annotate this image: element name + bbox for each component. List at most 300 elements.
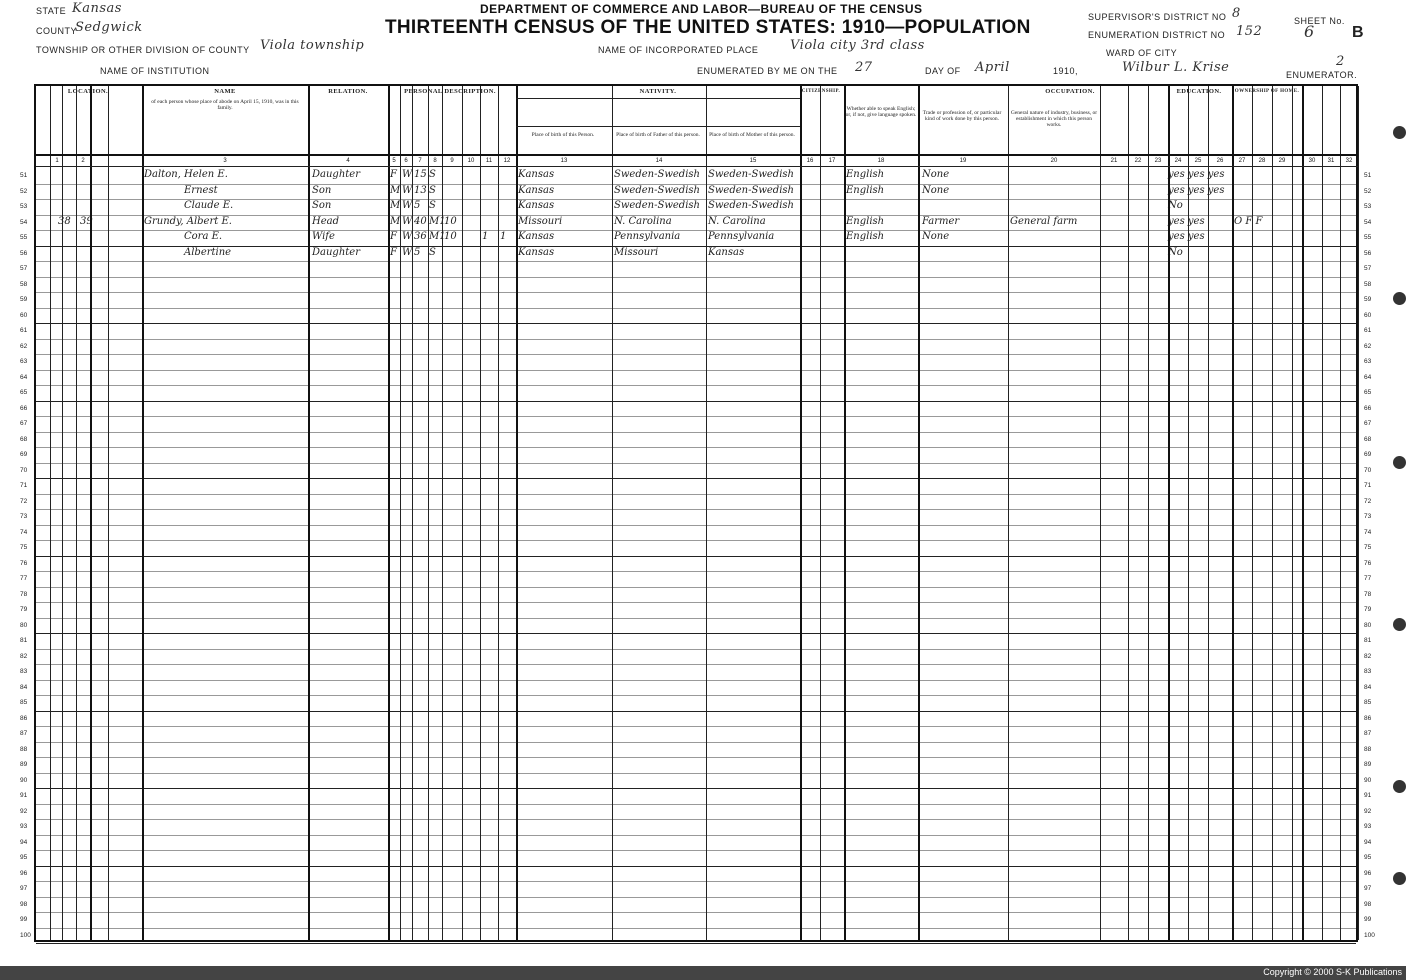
- column-divider: [516, 86, 518, 940]
- record-age: 36: [414, 231, 427, 242]
- row-number-right: 84: [1364, 683, 1372, 691]
- row-rule: [36, 370, 1356, 371]
- row-rule: [36, 478, 1356, 479]
- row-number-right: 76: [1364, 559, 1372, 567]
- column-divider: [800, 86, 802, 940]
- column-divider: [1302, 86, 1304, 940]
- row-number-right: 57: [1364, 265, 1372, 272]
- record-name: Cora E.: [184, 231, 223, 242]
- record-mother-birth: Sweden-Swedish: [708, 200, 794, 211]
- citizenship-heading: CITIZENSHIP.: [801, 89, 841, 94]
- record-trade: None: [922, 231, 950, 242]
- record-education: yes yes: [1168, 215, 1205, 227]
- row-number-right: 67: [1364, 420, 1372, 427]
- column-divider: [1292, 86, 1293, 940]
- column-number: 15: [749, 158, 757, 164]
- column-divider: [820, 86, 821, 940]
- column-number: 4: [346, 158, 350, 164]
- row-rule: [36, 416, 1356, 417]
- row-number-right: 85: [1364, 699, 1372, 706]
- header-rule: [36, 154, 1358, 156]
- row-number-right: 99: [1364, 916, 1372, 923]
- row-number-left: 69: [20, 451, 28, 458]
- day-of-label: DAY OF: [925, 66, 961, 76]
- column-number: 18: [877, 158, 885, 164]
- record-father-birth: Missouri: [614, 246, 659, 258]
- record-name: Claude E.: [184, 200, 234, 211]
- record-marital: S: [429, 184, 436, 196]
- row-rule: [36, 385, 1356, 386]
- column-divider: [1168, 86, 1170, 940]
- row-number-right: 92: [1364, 807, 1372, 815]
- row-number-right: 74: [1364, 528, 1372, 536]
- column-divider: [76, 86, 77, 940]
- row-number-right: 79: [1364, 606, 1372, 613]
- row-rule: [36, 804, 1356, 805]
- row-rule: [36, 602, 1356, 603]
- place-mother-heading: Place of birth of Mother of this person.: [709, 132, 795, 138]
- row-rule: [36, 819, 1356, 820]
- row-number-left: 56: [20, 249, 28, 257]
- row-number-right: 70: [1364, 466, 1372, 474]
- row-rule: [36, 633, 1356, 634]
- column-number: 3: [223, 158, 227, 164]
- column-number: 12: [503, 158, 511, 164]
- column-number: 1: [55, 158, 59, 164]
- row-number-right: 80: [1364, 621, 1372, 629]
- column-divider: [412, 86, 413, 940]
- record-marital: S: [429, 246, 436, 258]
- column-divider: [480, 86, 481, 940]
- row-number-right: 73: [1364, 513, 1372, 520]
- personal-heading: PERSONAL DESCRIPTION.: [404, 88, 496, 95]
- record-birth: Kansas: [518, 200, 555, 211]
- record-trade: None: [922, 169, 950, 180]
- binder-hole: [1393, 618, 1406, 631]
- row-number-right: 97: [1364, 885, 1372, 892]
- record-relation: Wife: [312, 231, 335, 242]
- column-number: 10: [467, 158, 475, 164]
- supervisor-label: SUPERVISOR'S DISTRICT NO: [1088, 12, 1227, 22]
- row-number-left: 83: [20, 668, 28, 675]
- row-rule: [36, 308, 1356, 309]
- row-rule: [36, 912, 1356, 913]
- trade-heading: Trade or profession of, or particular kind of work done by this person.: [922, 110, 1002, 122]
- row-number-right: 86: [1364, 714, 1372, 722]
- row-number-right: 55: [1364, 234, 1372, 241]
- record-father-birth: Sweden-Swedish: [614, 169, 700, 180]
- row-number-left: 95: [20, 854, 28, 861]
- row-number-left: 62: [20, 342, 28, 350]
- row-number-left: 100: [20, 931, 31, 939]
- record-ownership: O F F: [1234, 215, 1263, 227]
- column-number: 23: [1154, 158, 1162, 164]
- record-language: English: [846, 215, 885, 227]
- row-number-right: 60: [1364, 311, 1372, 319]
- county-label: COUNTY: [36, 26, 77, 36]
- row-rule: [36, 494, 1356, 495]
- occupation-heading: OCCUPATION.: [1045, 88, 1095, 95]
- row-number-right: 90: [1364, 776, 1372, 784]
- row-number-right: 66: [1364, 404, 1372, 412]
- record-relation: Daughter: [312, 246, 360, 258]
- column-number: 14: [655, 158, 663, 164]
- row-number-left: 79: [20, 606, 28, 613]
- footer-bar: [0, 966, 1406, 980]
- record-education: yes yes yes: [1168, 169, 1225, 180]
- industry-heading: General nature of industry, business, or establishment in which this person works.: [1010, 110, 1098, 128]
- row-number-right: 96: [1364, 869, 1372, 877]
- record-marital: S: [429, 200, 436, 211]
- row-number-left: 74: [20, 528, 28, 536]
- row-number-right: 71: [1364, 482, 1372, 489]
- row-number-left: 84: [20, 683, 28, 691]
- row-number-right: 83: [1364, 668, 1372, 675]
- row-rule: [36, 261, 1356, 262]
- record-name: Dalton, Helen E.: [144, 169, 228, 180]
- row-number-right: 78: [1364, 590, 1372, 598]
- record-father-birth: Sweden-Swedish: [614, 200, 700, 211]
- record-father-birth: Sweden-Swedish: [614, 184, 700, 196]
- row-number-left: 57: [20, 265, 28, 272]
- sheet-extra: 2: [1336, 54, 1345, 69]
- column-divider: [706, 86, 707, 940]
- record-sex: F: [390, 246, 397, 258]
- row-number-left: 78: [20, 590, 28, 598]
- row-rule: [36, 711, 1356, 712]
- column-divider: [1208, 86, 1209, 940]
- sheet-value: 6: [1304, 22, 1315, 41]
- record-sex: F: [390, 231, 397, 242]
- row-number-right: 75: [1364, 544, 1372, 551]
- row-number-left: 58: [20, 280, 28, 288]
- enumerated-label: ENUMERATED BY ME ON THE: [697, 66, 838, 76]
- row-rule: [36, 571, 1356, 572]
- row-rule: [36, 773, 1356, 774]
- row-rule: [36, 742, 1356, 743]
- column-divider: [1358, 86, 1359, 940]
- row-number-right: 63: [1364, 358, 1372, 365]
- column-divider: [1188, 86, 1189, 940]
- row-number-left: 51: [20, 172, 28, 179]
- record-education: No: [1168, 246, 1183, 258]
- ownership-heading: OWNERSHIP OF HOME.: [1234, 89, 1300, 94]
- record-name: Albertine: [184, 246, 232, 258]
- education-heading: EDUCATION.: [1176, 88, 1222, 95]
- binder-hole: [1393, 292, 1406, 305]
- row-number-left: 81: [20, 637, 28, 644]
- record-name: Ernest: [184, 184, 218, 196]
- row-number-left: 94: [20, 838, 28, 846]
- column-number: 27: [1238, 158, 1246, 164]
- language-heading: Whether able to speak English; or, if not, give language spoken.: [845, 106, 917, 118]
- row-number-left: 67: [20, 420, 28, 427]
- record-mother-birth: Pennsylvania: [708, 231, 775, 242]
- row-rule: [36, 556, 1356, 557]
- record-name: Grundy, Albert E.: [144, 215, 232, 227]
- column-divider: [308, 86, 310, 940]
- column-number: 6: [404, 158, 408, 164]
- enumerator-value: Wilbur L. Krise: [1122, 60, 1230, 75]
- column-divider: [498, 86, 499, 940]
- row-rule: [36, 866, 1356, 867]
- record-mother-birth: Sweden-Swedish: [708, 169, 794, 180]
- record-birth: Kansas: [518, 246, 555, 258]
- row-number-left: 97: [20, 885, 28, 892]
- record-children-born: 1: [482, 231, 489, 242]
- row-number-left: 73: [20, 513, 28, 520]
- record-age: 40: [414, 215, 427, 227]
- record-marital: M1: [429, 215, 446, 227]
- column-divider: [62, 86, 63, 940]
- row-number-left: 75: [20, 544, 28, 551]
- row-number-right: 72: [1364, 497, 1372, 505]
- row-number-right: 69: [1364, 451, 1372, 458]
- column-number: 22: [1134, 158, 1142, 164]
- column-divider: [400, 86, 401, 940]
- column-number: 2: [81, 158, 85, 164]
- column-number: 19: [959, 158, 967, 164]
- column-divider: [428, 86, 429, 940]
- record-birth: Missouri: [518, 215, 563, 227]
- record-race: W: [402, 184, 413, 196]
- row-rule: [36, 432, 1356, 433]
- row-rule: [36, 881, 1356, 882]
- column-number: 8: [433, 158, 437, 164]
- column-divider: [1008, 86, 1009, 940]
- row-number-left: 63: [20, 358, 28, 365]
- row-number-right: 61: [1364, 327, 1372, 334]
- sheet-label: SHEET No.: [1294, 16, 1345, 26]
- record-birth: Kansas: [518, 184, 555, 196]
- column-divider: [1322, 86, 1323, 940]
- record-race: W: [402, 246, 413, 258]
- row-rule: [36, 695, 1356, 696]
- record-father-birth: N. Carolina: [614, 215, 672, 227]
- column-number: 7: [418, 158, 422, 164]
- place-value: Viola city 3rd class: [790, 38, 925, 53]
- record-education: No: [1168, 200, 1183, 211]
- row-number-left: 91: [20, 792, 28, 799]
- row-rule: [36, 664, 1356, 665]
- row-number-left: 92: [20, 807, 28, 815]
- column-divider: [442, 86, 443, 940]
- column-divider: [142, 86, 144, 940]
- column-divider: [1128, 86, 1129, 940]
- row-number-right: 98: [1364, 900, 1372, 908]
- column-divider: [918, 86, 920, 940]
- row-number-right: 95: [1364, 854, 1372, 861]
- row-rule: [36, 928, 1356, 929]
- supervisor-value: 8: [1232, 6, 1241, 21]
- nativity-heading: NATIVITY.: [639, 88, 677, 95]
- record-dwelling: 38: [58, 215, 71, 227]
- column-number: 16: [806, 158, 814, 164]
- row-number-left: 68: [20, 435, 28, 443]
- row-rule: [36, 447, 1356, 448]
- census-table: [20, 84, 1375, 942]
- row-number-left: 98: [20, 900, 28, 908]
- column-number: 26: [1216, 158, 1224, 164]
- record-yrs-married: 10: [444, 215, 457, 227]
- binder-hole: [1393, 872, 1406, 885]
- row-rule: [36, 339, 1356, 340]
- column-divider: [1340, 86, 1341, 940]
- record-birth: Kansas: [518, 231, 555, 242]
- record-yrs-married: 10: [444, 231, 457, 242]
- record-trade: Farmer: [922, 215, 960, 227]
- row-number-right: 87: [1364, 730, 1372, 737]
- header-rule: [36, 166, 1358, 167]
- row-rule: [36, 649, 1356, 650]
- row-rule: [36, 757, 1356, 758]
- ed-label: ENUMERATION DISTRICT NO: [1088, 30, 1226, 40]
- row-number-left: 52: [20, 187, 28, 195]
- row-number-right: 51: [1364, 172, 1372, 179]
- column-number: 31: [1327, 158, 1335, 164]
- column-number: 21: [1110, 158, 1118, 164]
- column-number: 17: [828, 158, 836, 164]
- record-mother-birth: N. Carolina: [708, 215, 766, 227]
- column-number: 28: [1258, 158, 1266, 164]
- place-person-heading: Place of birth of this Person.: [531, 132, 595, 138]
- record-relation: Son: [312, 184, 332, 196]
- record-marital: M1: [429, 231, 446, 242]
- enumerated-day: 27: [855, 60, 873, 75]
- row-number-right: 56: [1364, 249, 1372, 257]
- column-number: 11: [485, 158, 493, 164]
- record-race: W: [402, 231, 413, 242]
- row-number-left: 88: [20, 745, 28, 753]
- row-rule: [36, 540, 1356, 541]
- header-rule: [516, 98, 800, 99]
- row-number-left: 80: [20, 621, 28, 629]
- column-divider: [50, 86, 51, 940]
- row-rule: [36, 680, 1356, 681]
- column-divider: [108, 86, 109, 940]
- column-divider: [1148, 86, 1149, 940]
- row-rule: [36, 835, 1356, 836]
- row-number-left: 64: [20, 373, 28, 381]
- ward-label: WARD OF CITY: [1106, 48, 1178, 58]
- township-value: Viola township: [260, 38, 365, 53]
- record-race: W: [402, 200, 413, 211]
- row-rule: [36, 587, 1356, 588]
- row-number-right: 58: [1364, 280, 1372, 288]
- row-number-right: 59: [1364, 296, 1372, 303]
- column-divider: [1272, 86, 1273, 940]
- row-rule: [36, 354, 1356, 355]
- header-rule: [516, 126, 800, 127]
- row-number-right: 65: [1364, 389, 1372, 396]
- row-number-right: 100: [1364, 931, 1375, 939]
- row-number-left: 60: [20, 311, 28, 319]
- record-language: English: [846, 231, 885, 242]
- record-age: 15: [414, 169, 427, 180]
- row-rule: [36, 525, 1356, 526]
- row-number-right: 64: [1364, 373, 1372, 381]
- record-family: 39: [80, 215, 93, 227]
- row-number-left: 85: [20, 699, 28, 706]
- row-number-left: 76: [20, 559, 28, 567]
- row-rule: [36, 897, 1356, 898]
- name-heading: NAME: [214, 88, 236, 95]
- row-number-left: 70: [20, 466, 28, 474]
- record-relation: Head: [312, 215, 340, 227]
- row-rule: [36, 323, 1356, 324]
- row-rule: [36, 277, 1356, 278]
- column-number: 20: [1050, 158, 1058, 164]
- copyright: Copyright © 2000 S-K Publications: [1263, 967, 1402, 977]
- row-rule: [36, 463, 1356, 464]
- row-number-left: 87: [20, 730, 28, 737]
- row-number-left: 72: [20, 497, 28, 505]
- row-number-right: 88: [1364, 745, 1372, 753]
- record-language: English: [846, 184, 885, 196]
- row-number-right: 54: [1364, 218, 1372, 226]
- column-number: 24: [1174, 158, 1182, 164]
- state-label: STATE: [36, 6, 67, 16]
- record-language: English: [846, 169, 885, 180]
- place-father-heading: Place of birth of Father of this person.: [616, 132, 700, 138]
- row-number-right: 89: [1364, 761, 1372, 768]
- row-number-left: 53: [20, 203, 28, 210]
- row-number-right: 52: [1364, 187, 1372, 195]
- relation-heading: RELATION.: [328, 88, 368, 95]
- state-value: Kansas: [72, 1, 122, 16]
- record-marital: S: [429, 169, 436, 180]
- column-number: 5: [392, 158, 396, 164]
- row-number-left: 90: [20, 776, 28, 784]
- enumerated-month: April: [975, 60, 1010, 75]
- column-number: 32: [1345, 158, 1353, 164]
- column-divider: [612, 86, 613, 940]
- row-number-right: 93: [1364, 823, 1372, 830]
- year-label: 1910,: [1053, 66, 1079, 76]
- enumerator-label: ENUMERATOR.: [1286, 70, 1358, 80]
- binder-hole: [1393, 780, 1406, 793]
- row-number-left: 55: [20, 234, 28, 241]
- record-children-living: 1: [500, 231, 507, 242]
- record-mother-birth: Sweden-Swedish: [708, 184, 794, 196]
- record-relation: Daughter: [312, 169, 360, 180]
- row-rule: [36, 618, 1356, 619]
- row-number-left: 65: [20, 389, 28, 396]
- record-age: 5: [414, 200, 421, 211]
- column-number: 30: [1308, 158, 1316, 164]
- row-number-left: 86: [20, 714, 28, 722]
- column-number: 25: [1194, 158, 1202, 164]
- row-rule: [36, 788, 1356, 789]
- row-number-right: 68: [1364, 435, 1372, 443]
- row-number-left: 59: [20, 296, 28, 303]
- ed-value: 152: [1236, 24, 1263, 39]
- township-label: TOWNSHIP OR OTHER DIVISION OF COUNTY: [36, 45, 250, 55]
- name-description: of each person whose place of abode on April 15, 1910, was in this family.: [151, 99, 299, 111]
- row-number-right: 62: [1364, 342, 1372, 350]
- row-number-left: 89: [20, 761, 28, 768]
- row-number-right: 81: [1364, 637, 1372, 644]
- binder-hole: [1393, 126, 1406, 139]
- record-industry: General farm: [1010, 215, 1078, 227]
- row-number-left: 82: [20, 652, 28, 660]
- row-number-left: 93: [20, 823, 28, 830]
- row-rule: [36, 943, 1356, 944]
- column-divider: [1232, 86, 1234, 940]
- column-number: 29: [1278, 158, 1286, 164]
- row-number-left: 96: [20, 869, 28, 877]
- row-rule: [36, 726, 1356, 727]
